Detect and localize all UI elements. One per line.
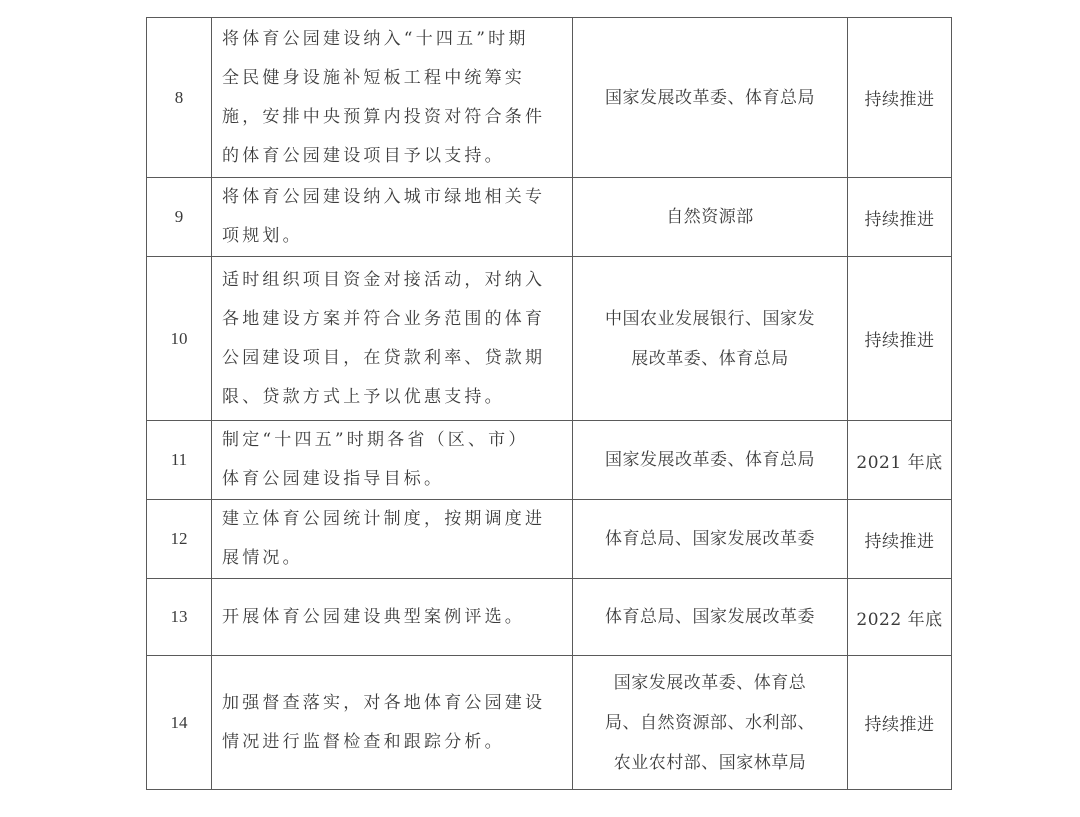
task-description-line: 各地建设方案并符合业务范围的体育 <box>222 308 546 329</box>
task-description-line: 开展体育公园建设典型案例评选。 <box>222 606 525 627</box>
responsible-department-cell <box>573 500 848 579</box>
responsible-department-cell <box>573 18 848 178</box>
responsible-department-line: 中国农业发展银行、国家发 <box>605 308 815 329</box>
task-description-cell <box>212 579 573 656</box>
task-description-line: 全民健身设施补短板工程中统筹实 <box>222 67 525 88</box>
row-number-cell: 12 <box>147 500 212 579</box>
responsible-department-line: 体育总局、国家发展改革委 <box>605 529 815 549</box>
table-row <box>147 257 952 421</box>
task-description-cell <box>212 656 573 790</box>
task-description-line: 施，安排中央预算内投资对符合条件 <box>222 106 546 127</box>
timeline-cell: 持续推进 <box>848 18 952 178</box>
table-row <box>147 18 952 178</box>
task-description-line: 建立体育公园统计制度，按期调度进 <box>222 509 546 529</box>
row-number-cell: 13 <box>147 579 212 656</box>
task-description-line: 展情况。 <box>222 548 303 568</box>
task-description-cell <box>212 18 573 178</box>
row-number-cell: 8 <box>147 18 212 178</box>
table-row <box>147 656 952 790</box>
task-description-cell <box>212 257 573 421</box>
timeline-cell: 持续推进 <box>848 178 952 257</box>
responsible-department-line: 农业农村部、国家林草局 <box>613 752 807 773</box>
task-description-line: 情况进行监督检查和跟踪分析。 <box>222 731 505 752</box>
timeline-cell: 持续推进 <box>848 257 952 421</box>
responsible-department-cell <box>573 178 848 257</box>
task-description-line: 适时组织项目资金对接活动，对纳入 <box>222 269 546 290</box>
task-description-line: 将体育公园建设纳入城市绿地相关专 <box>222 187 546 207</box>
table-row <box>147 579 952 656</box>
timeline-cell: 2022 年底 <box>848 579 952 656</box>
table-row <box>147 421 952 500</box>
responsible-department-cell <box>573 257 848 421</box>
table-row <box>147 178 952 257</box>
task-description-cell <box>212 421 573 500</box>
responsible-department-cell <box>573 421 848 500</box>
row-number-cell: 9 <box>147 178 212 257</box>
task-description-cell <box>212 500 573 579</box>
responsible-department-line: 自然资源部 <box>666 207 754 227</box>
responsible-department-line: 国家发展改革委、体育总局 <box>605 450 815 470</box>
task-description-line: 加强督查落实，对各地体育公园建设 <box>222 692 546 713</box>
task-description-line: 将体育公园建设纳入“十四五”时期 <box>222 28 529 49</box>
responsible-department-cell <box>573 579 848 656</box>
task-description-line: 限、贷款方式上予以优惠支持。 <box>222 386 505 407</box>
row-number-cell: 14 <box>147 656 212 790</box>
table-row <box>147 500 952 579</box>
timeline-cell: 2021 年底 <box>848 421 952 500</box>
task-description-line: 制定“十四五”时期各省（区、市） <box>222 430 529 450</box>
responsible-department-line: 体育总局、国家发展改革委 <box>605 607 815 627</box>
task-description-line: 公园建设项目，在贷款利率、贷款期 <box>222 347 546 368</box>
timeline-cell: 持续推进 <box>848 656 952 790</box>
table-body <box>147 18 952 790</box>
responsible-department-line: 展改革委、体育总局 <box>631 348 789 369</box>
responsible-department-line: 国家发展改革委、体育总局 <box>605 87 815 108</box>
task-table <box>146 17 952 790</box>
row-number-cell: 10 <box>147 257 212 421</box>
task-description-line: 项规划。 <box>222 226 303 246</box>
timeline-cell: 持续推进 <box>848 500 952 579</box>
task-description-line: 的体育公园建设项目予以支持。 <box>222 145 505 166</box>
responsible-department-line: 国家发展改革委、体育总 <box>613 672 807 693</box>
row-number-cell: 11 <box>147 421 212 500</box>
task-description-cell <box>212 178 573 257</box>
responsible-department-cell <box>573 656 848 790</box>
responsible-department-line: 局、自然资源部、水利部、 <box>605 712 815 733</box>
task-description-line: 体育公园建设指导目标。 <box>222 469 445 489</box>
